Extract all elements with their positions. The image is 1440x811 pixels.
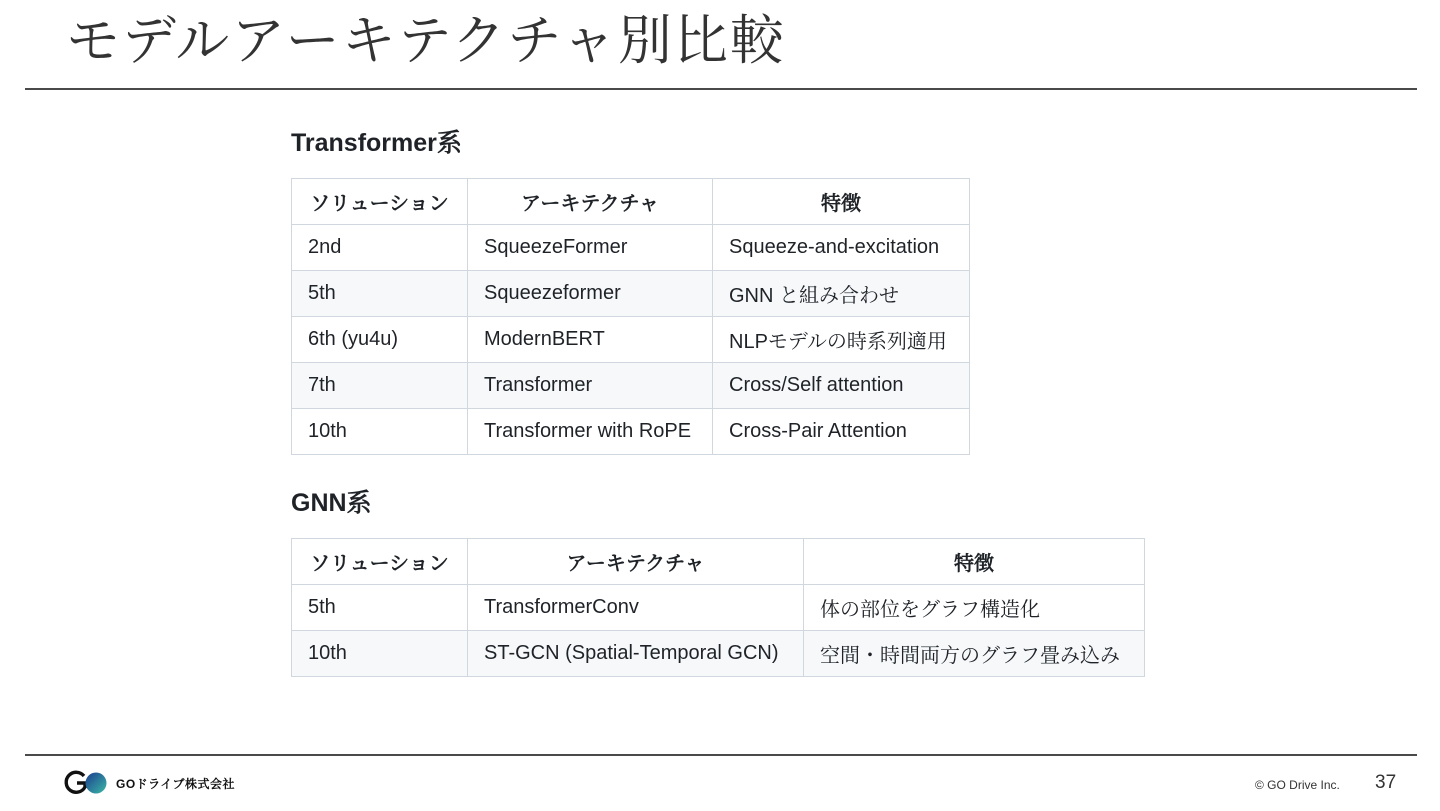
- table-header-row: [292, 539, 1145, 585]
- feature-cell: NLPモデルの時系列適用: [713, 317, 970, 363]
- feature-cell: Cross/Self attention: [713, 363, 970, 409]
- feature-cell: Squeeze-and-excitation: [713, 225, 970, 271]
- table-row: [292, 409, 970, 455]
- column-header-feature: 特徴: [804, 539, 1145, 585]
- feature-cell: GNN と組み合わせ: [713, 271, 970, 317]
- feature-cell: 空間・時間両方のグラフ畳み込み: [804, 631, 1145, 677]
- feature-cell: Cross-Pair Attention: [713, 409, 970, 455]
- table-row: [292, 271, 970, 317]
- solution-cell: 5th: [292, 585, 468, 631]
- column-header-feature: 特徴: [713, 179, 970, 225]
- column-header-architecture: アーキテクチャ: [468, 539, 804, 585]
- solution-cell: 7th: [292, 363, 468, 409]
- table-row: [292, 225, 970, 271]
- page-number: 37: [1375, 772, 1397, 793]
- table-row: [292, 363, 970, 409]
- go-logo-icon: [64, 770, 108, 796]
- solution-cell: 6th (yu4u): [292, 317, 468, 363]
- architecture-cell: ST-GCN (Spatial-Temporal GCN): [468, 631, 804, 677]
- architecture-cell: SqueezeFormer: [468, 225, 713, 271]
- architecture-cell: Transformer: [468, 363, 713, 409]
- solution-cell: 10th: [292, 409, 468, 455]
- slide-content: [291, 124, 1145, 677]
- column-header-solution: ソリューション: [292, 539, 468, 585]
- copyright-text: © GO Drive Inc.: [1255, 778, 1340, 792]
- transformer-section-heading: Transformer系: [291, 129, 462, 157]
- gnn-section-heading: GNN系: [291, 489, 372, 517]
- table-header-row: [292, 179, 970, 225]
- transformer-table: [291, 178, 970, 455]
- table-row: [292, 631, 1145, 677]
- table-row: [292, 585, 1145, 631]
- footer-divider: [25, 754, 1417, 756]
- architecture-cell: Squeezeformer: [468, 271, 713, 317]
- gnn-table: [291, 538, 1145, 677]
- solution-cell: 10th: [292, 631, 468, 677]
- architecture-cell: Transformer with RoPE: [468, 409, 713, 455]
- solution-cell: 5th: [292, 271, 468, 317]
- column-header-solution: ソリューション: [292, 179, 468, 225]
- architecture-cell: ModernBERT: [468, 317, 713, 363]
- company-name: GOドライブ株式会社: [116, 776, 235, 791]
- solution-cell: 2nd: [292, 225, 468, 271]
- title-divider: [25, 88, 1417, 90]
- company-logo: [64, 770, 235, 796]
- slide-title: モデルアーキテクチャ別比較: [66, 9, 786, 72]
- architecture-cell: TransformerConv: [468, 585, 804, 631]
- column-header-architecture: アーキテクチャ: [468, 179, 713, 225]
- feature-cell: 体の部位をグラフ構造化: [804, 585, 1145, 631]
- table-row: [292, 317, 970, 363]
